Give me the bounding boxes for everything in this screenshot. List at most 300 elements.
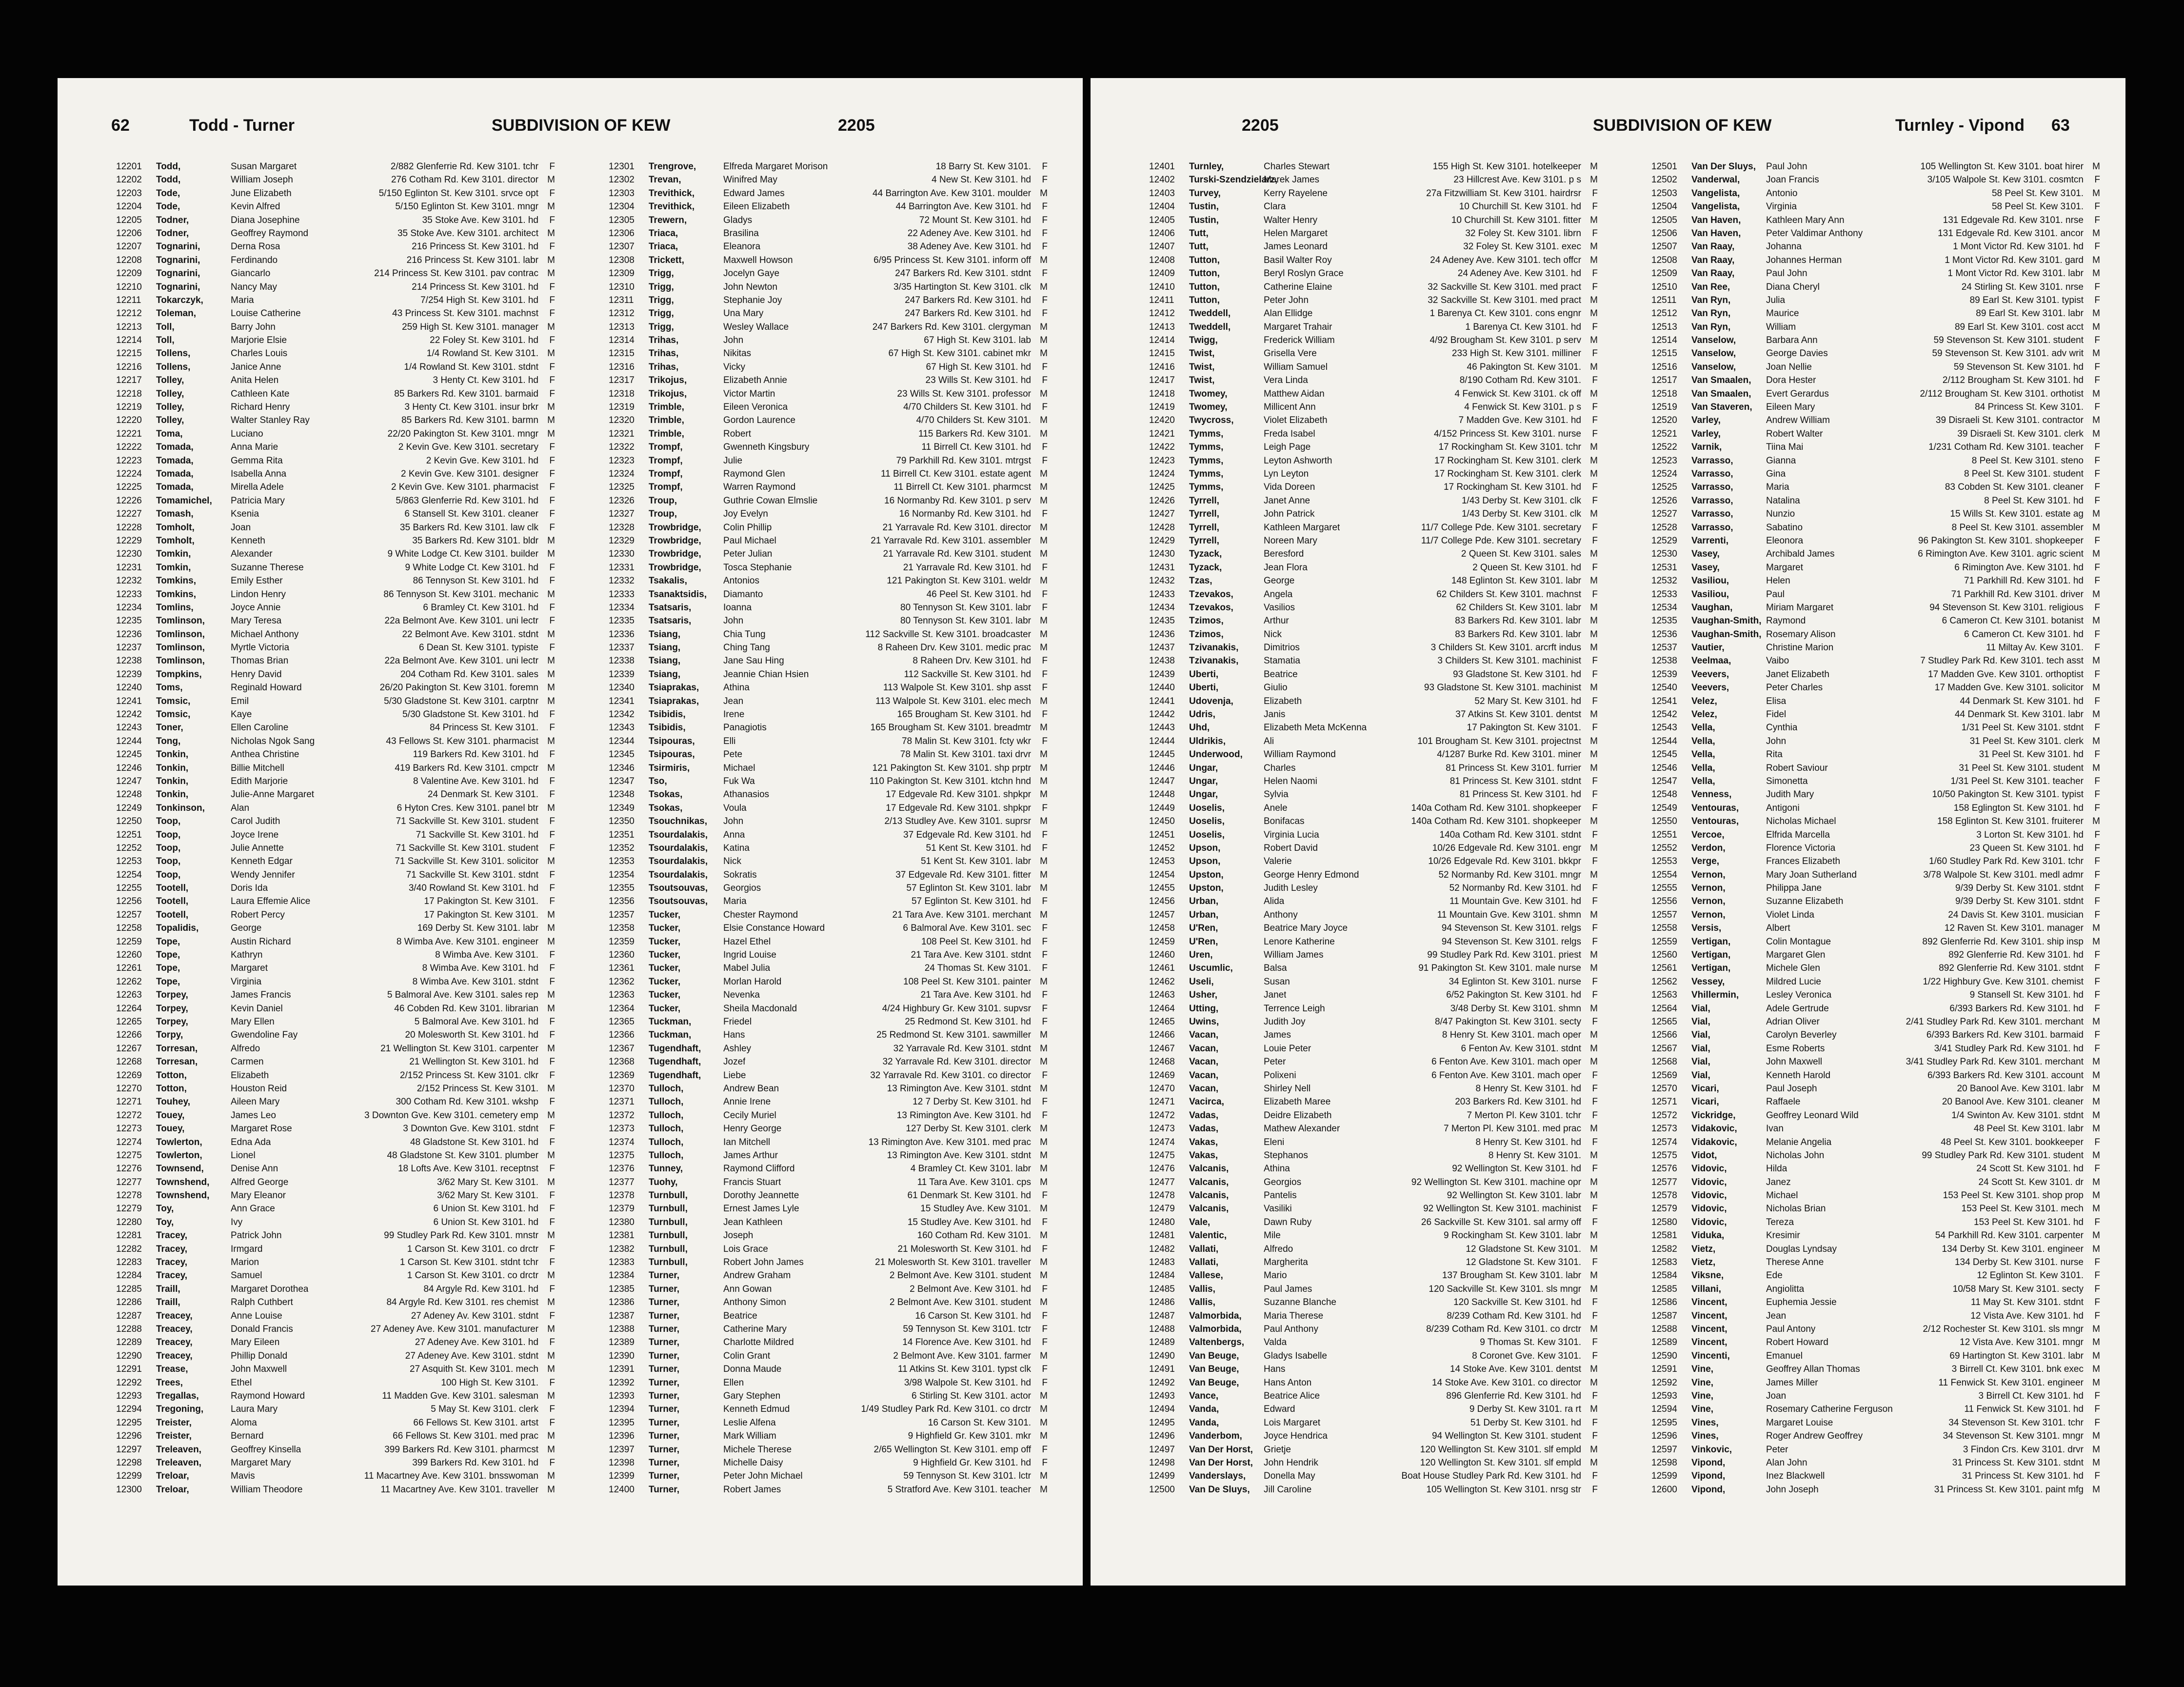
entry-address-occupation: 247 Barkers Rd. Kew 3101. hd bbox=[905, 308, 1031, 319]
entry-sex: F bbox=[2094, 629, 2100, 640]
directory-entry bbox=[116, 561, 555, 574]
entry-number: 12482 bbox=[1149, 1244, 1175, 1254]
entry-number: 12286 bbox=[116, 1297, 142, 1308]
directory-entry bbox=[116, 160, 555, 173]
entry-surname: Vipond, bbox=[1691, 1484, 1726, 1495]
entry-given-names: Joseph bbox=[723, 1230, 754, 1241]
entry-address-occupation: 6 Stansell St. Kew 3101. cleaner bbox=[404, 509, 538, 520]
entry-address-occupation: 1/43 Derby St. Kew 3101. clk bbox=[1461, 509, 1581, 520]
entry-surname: Versis, bbox=[1691, 923, 1722, 934]
entry-number: 12457 bbox=[1149, 909, 1175, 920]
entry-given-names: George Henry Edmond bbox=[1264, 869, 1359, 880]
directory-entry bbox=[1651, 1389, 2100, 1403]
directory-entry bbox=[116, 361, 555, 374]
entry-sex: M bbox=[547, 696, 555, 706]
entry-sex: M bbox=[1590, 1030, 1598, 1041]
directory-entry bbox=[1149, 1336, 1598, 1349]
entry-given-names: Antigoni bbox=[1766, 803, 1800, 813]
entry-surname: Vernon, bbox=[1691, 869, 1726, 880]
entry-address-occupation: 6 Cameron Ct. Kew 3101. botanist bbox=[1942, 616, 2084, 626]
entry-sex: M bbox=[1040, 495, 1048, 506]
entry-given-names: Austin Richard bbox=[231, 936, 291, 947]
entry-given-names: Denise Ann bbox=[231, 1164, 278, 1174]
entry-given-names: Beatrice bbox=[1264, 669, 1298, 680]
directory-entry bbox=[1149, 534, 1598, 547]
entry-address-occupation: 69 Hartington St. Kew 3101. labr bbox=[1949, 1350, 2084, 1361]
entry-number: 12425 bbox=[1149, 482, 1175, 493]
entry-surname: Velez, bbox=[1691, 696, 1717, 706]
entry-address-occupation: 24 Stirling St. Kew 3101. nrse bbox=[1961, 281, 2084, 292]
entry-address-occupation: 1/4 Swinton Av. Kew 3101. stdnt bbox=[1951, 1110, 2084, 1121]
directory-entry bbox=[609, 1363, 1048, 1376]
entry-sex: M bbox=[547, 1471, 555, 1482]
entry-surname: Todd, bbox=[156, 161, 181, 172]
entry-given-names: Morlan Harold bbox=[723, 976, 782, 987]
entry-number: 12520 bbox=[1651, 415, 1677, 426]
entry-sex: M bbox=[1590, 1324, 1598, 1334]
entry-sex: F bbox=[1042, 950, 1048, 961]
directory-entry bbox=[1651, 547, 2100, 561]
entry-given-names: Giancarlo bbox=[231, 268, 271, 279]
entry-given-names: Aloma bbox=[231, 1417, 257, 1428]
entry-sex: M bbox=[2092, 522, 2100, 533]
entry-surname: Van Der Sluys, bbox=[1691, 161, 1756, 172]
entry-address-occupation: 17 Rockingham St. Kew 3101. hd bbox=[1443, 482, 1581, 493]
directory-entry bbox=[1651, 521, 2100, 534]
entry-surname: Trowbridge, bbox=[649, 522, 701, 533]
entry-sex: M bbox=[2092, 1444, 2100, 1455]
entry-number: 12582 bbox=[1651, 1244, 1677, 1254]
directory-entry bbox=[116, 454, 555, 467]
directory-entry bbox=[1149, 441, 1598, 454]
entry-given-names: Nevenka bbox=[723, 990, 760, 1001]
entry-address-occupation: 214 Princess St. Kew 3101. hd bbox=[412, 281, 538, 292]
entry-surname: Toma, bbox=[156, 428, 183, 439]
directory-entry bbox=[116, 762, 555, 775]
directory-entry bbox=[609, 173, 1048, 186]
entry-address-occupation: 59 Stevenson St. Kew 3101. adv writ bbox=[1932, 348, 2084, 359]
entry-sex: F bbox=[2094, 723, 2100, 733]
entry-given-names: Paul James bbox=[1264, 1284, 1312, 1294]
entry-number: 12438 bbox=[1149, 656, 1175, 666]
entry-surname: Vipond, bbox=[1691, 1457, 1726, 1468]
directory-entry bbox=[1149, 721, 1598, 734]
entry-number: 12595 bbox=[1651, 1417, 1677, 1428]
entry-address-occupation: 8 Coronet Gve. Kew 3101. bbox=[1472, 1350, 1581, 1361]
entry-sex: F bbox=[549, 616, 555, 626]
entry-given-names: Jean Flora bbox=[1264, 562, 1308, 573]
entry-number: 12493 bbox=[1149, 1390, 1175, 1401]
entry-surname: Tomsic, bbox=[156, 696, 191, 706]
entry-number: 12391 bbox=[609, 1364, 635, 1375]
entry-number: 12248 bbox=[116, 789, 142, 800]
entry-surname: Useli, bbox=[1189, 976, 1214, 987]
entry-sex: F bbox=[1042, 562, 1048, 573]
entry-sex: M bbox=[1040, 1164, 1048, 1174]
entry-given-names: Diana Cheryl bbox=[1766, 281, 1820, 292]
entry-sex: M bbox=[1040, 1230, 1048, 1241]
entry-address-occupation: 99 Studley Park Rd. Kew 3101. student bbox=[1922, 1150, 2084, 1161]
entry-given-names: Colin Grant bbox=[723, 1350, 771, 1361]
entry-number: 12583 bbox=[1651, 1257, 1677, 1268]
entry-given-names: Giulio bbox=[1264, 683, 1288, 693]
entry-number: 12560 bbox=[1651, 950, 1677, 961]
entry-surname: Vicari, bbox=[1691, 1097, 1719, 1107]
entry-given-names: Mark William bbox=[723, 1431, 776, 1442]
entry-given-names: Nicholas Brian bbox=[1766, 1204, 1826, 1214]
entry-given-names: Georgios bbox=[1264, 1177, 1302, 1187]
entry-given-names: Ali bbox=[1264, 736, 1274, 746]
directory-entry bbox=[609, 1069, 1048, 1082]
entry-address-occupation: 39 Disraeli St. Kew 3101. contractor bbox=[1935, 415, 2084, 426]
directory-entry bbox=[1149, 908, 1598, 922]
entry-number: 12213 bbox=[116, 321, 142, 332]
entry-address-occupation: 3 Childers St. Kew 3101. arcrft indus bbox=[1430, 643, 1581, 653]
entry-given-names: Sokratis bbox=[723, 869, 757, 880]
entry-sex: F bbox=[1592, 495, 1598, 506]
entry-surname: Twomey, bbox=[1189, 402, 1228, 413]
entry-surname: Turner, bbox=[649, 1417, 679, 1428]
directory-entry bbox=[609, 1055, 1048, 1068]
entry-address-occupation: 15 Studley Ave. Kew 3101. hd bbox=[907, 1217, 1031, 1227]
entry-address-occupation: 11/7 College Pde. Kew 3101. secretary bbox=[1421, 522, 1581, 533]
entry-surname: Turner, bbox=[649, 1297, 679, 1308]
entry-sex: M bbox=[1040, 643, 1048, 653]
entry-address-occupation: 9/39 Derby St. Kew 3101. stdnt bbox=[1955, 896, 2084, 907]
entry-surname: Tonkin, bbox=[156, 763, 189, 773]
entry-given-names: Margaret bbox=[231, 963, 268, 974]
directory-entry bbox=[1651, 1109, 2100, 1122]
entry-surname: Tsipouras, bbox=[649, 736, 695, 746]
entry-sex: F bbox=[1042, 923, 1048, 934]
entry-surname: Tyrrell, bbox=[1189, 535, 1219, 546]
entry-sex: F bbox=[549, 1337, 555, 1348]
entry-number: 12367 bbox=[609, 1043, 635, 1054]
entry-number: 12575 bbox=[1651, 1150, 1677, 1161]
entry-given-names: Clara bbox=[1264, 201, 1286, 212]
entry-surname: Varrasso, bbox=[1691, 455, 1733, 466]
entry-sex: M bbox=[1040, 255, 1048, 265]
entry-surname: Vella, bbox=[1691, 723, 1715, 733]
entry-sex: F bbox=[1592, 1350, 1598, 1361]
entry-surname: Tzas, bbox=[1189, 576, 1212, 586]
entry-sex: M bbox=[1590, 335, 1598, 346]
entry-sex: M bbox=[1590, 1404, 1598, 1415]
entry-given-names: Carmen bbox=[231, 1057, 264, 1067]
directory-entry bbox=[1149, 307, 1598, 320]
entry-number: 12598 bbox=[1651, 1457, 1677, 1468]
entry-sex: M bbox=[547, 321, 555, 332]
entry-address-occupation: 11 Mountain Gve. Kew 3101. hd bbox=[1449, 896, 1581, 907]
entry-given-names: Sheila Macdonald bbox=[723, 1003, 797, 1014]
entry-surname: Vincent, bbox=[1691, 1297, 1727, 1308]
entry-address-occupation: 17 Rockingham St. Kew 3101. clerk bbox=[1434, 468, 1581, 479]
entry-surname: Tuohy, bbox=[649, 1177, 678, 1187]
entry-number: 12318 bbox=[609, 388, 635, 399]
entry-number: 12386 bbox=[609, 1297, 635, 1308]
entry-sex: M bbox=[1040, 816, 1048, 827]
entry-sex: F bbox=[549, 1457, 555, 1468]
entry-sex: F bbox=[549, 241, 555, 252]
entry-number: 12586 bbox=[1651, 1297, 1677, 1308]
entry-address-occupation: 35 Barkers Rd. Kew 3101. law clk bbox=[399, 522, 538, 533]
entry-number: 12394 bbox=[609, 1404, 635, 1415]
entry-given-names: Kathleen Mary Ann bbox=[1766, 215, 1845, 225]
entry-address-occupation: 22a Belmont Ave. Kew 3101. uni lectr bbox=[384, 656, 538, 666]
entry-number: 12468 bbox=[1149, 1057, 1175, 1067]
directory-entry bbox=[1651, 414, 2100, 427]
entry-surname: Turner, bbox=[649, 1431, 679, 1442]
entry-number: 12305 bbox=[609, 215, 635, 225]
entry-sex: F bbox=[549, 1030, 555, 1041]
entry-given-names: Stephanos bbox=[1264, 1150, 1308, 1161]
entry-surname: Tode, bbox=[156, 188, 180, 199]
entry-address-occupation: 22 Belmont Ave. Kew 3101. stdnt bbox=[402, 629, 538, 640]
entry-sex: F bbox=[1042, 1003, 1048, 1014]
entry-given-names: Laura Effemie Alice bbox=[231, 896, 311, 907]
directory-entry bbox=[116, 1095, 555, 1108]
entry-sex: F bbox=[1592, 696, 1598, 706]
directory-entry bbox=[116, 534, 555, 547]
directory-entry bbox=[1149, 454, 1598, 467]
entry-given-names: Colin Phillip bbox=[723, 522, 772, 533]
entry-surname: Toop, bbox=[156, 829, 181, 840]
left-page-header bbox=[111, 116, 1029, 145]
entry-number: 12528 bbox=[1651, 522, 1677, 533]
entry-sex: F bbox=[1592, 776, 1598, 786]
entry-sex: M bbox=[2092, 1017, 2100, 1027]
entry-surname: Turner, bbox=[649, 1364, 679, 1375]
directory-entry bbox=[1149, 281, 1598, 294]
entry-sex: F bbox=[1042, 161, 1048, 172]
directory-entry bbox=[609, 467, 1048, 481]
entry-address-occupation: 31 Princess St. Kew 3101. paint mfg bbox=[1934, 1484, 2084, 1495]
entry-surname: Trompf, bbox=[649, 482, 683, 493]
entry-address-occupation: 78 Malin St. Kew 3101. fcty wkr bbox=[901, 736, 1031, 746]
entry-sex: F bbox=[2094, 1284, 2100, 1294]
entry-number: 12524 bbox=[1651, 468, 1677, 479]
entry-sex: F bbox=[1592, 268, 1598, 279]
directory-entry bbox=[116, 1216, 555, 1229]
entry-given-names: Ernest James Lyle bbox=[723, 1204, 799, 1214]
entry-number: 12495 bbox=[1149, 1417, 1175, 1428]
entry-given-names: Inez Blackwell bbox=[1766, 1471, 1825, 1482]
entry-address-occupation: 3/35 Hartington St. Kew 3101. clk bbox=[893, 281, 1031, 292]
entry-surname: Vanderslays, bbox=[1189, 1471, 1246, 1482]
entry-surname: Utting, bbox=[1189, 1003, 1219, 1014]
name-range: Todd - Turner bbox=[189, 116, 295, 135]
entry-sex: F bbox=[1042, 1324, 1048, 1334]
entry-sex: M bbox=[1590, 963, 1598, 974]
entry-number: 12308 bbox=[609, 255, 635, 265]
entry-address-occupation: 84 Princess St. Kew 3101. bbox=[430, 723, 538, 733]
entry-surname: Tomlins, bbox=[156, 602, 194, 613]
entry-number: 12435 bbox=[1149, 616, 1175, 626]
entry-surname: Tope, bbox=[156, 976, 180, 987]
entry-surname: Vidovic, bbox=[1691, 1217, 1727, 1227]
entry-given-names: Alan John bbox=[1766, 1457, 1807, 1468]
entry-address-occupation: 37 Edgevale Rd. Kew 3101. fitter bbox=[895, 869, 1031, 880]
entry-surname: Vacan, bbox=[1189, 1070, 1219, 1081]
directory-entry bbox=[1651, 401, 2100, 414]
entry-given-names: Ede bbox=[1766, 1270, 1783, 1281]
entry-sex: M bbox=[2092, 1457, 2100, 1468]
entry-surname: Torresan, bbox=[156, 1057, 198, 1067]
entry-number: 12217 bbox=[116, 375, 142, 386]
entry-surname: Van De Sluys, bbox=[1189, 1484, 1250, 1495]
entry-address-occupation: 216 Princess St. Kew 3101. hd bbox=[412, 241, 538, 252]
entry-surname: Turner, bbox=[649, 1270, 679, 1281]
entry-address-occupation: 81 Princess St. Kew 3101. hd bbox=[1459, 789, 1581, 800]
entry-address-occupation: 24 Adeney Ave. Kew 3101. hd bbox=[1457, 268, 1581, 279]
entry-sex: M bbox=[1040, 616, 1048, 626]
entry-surname: Treacey, bbox=[156, 1337, 193, 1348]
entry-address-occupation: 11 Birrell Ct. Kew 3101. pharmcst bbox=[893, 482, 1031, 493]
entry-surname: Vines, bbox=[1691, 1417, 1719, 1428]
entry-address-occupation: 11 Birrell Ct. Kew 3101. hd bbox=[921, 442, 1031, 453]
entry-address-occupation: 4 Fenwick St. Kew 3101. p s bbox=[1464, 402, 1581, 413]
entry-number: 12324 bbox=[609, 468, 635, 479]
directory-entry bbox=[1149, 1149, 1598, 1162]
entry-number: 12347 bbox=[609, 776, 635, 786]
entry-surname: Tomada, bbox=[156, 442, 194, 453]
directory-entry bbox=[1651, 187, 2100, 200]
entry-surname: Tsibidis, bbox=[649, 723, 686, 733]
entry-sex: F bbox=[549, 1124, 555, 1134]
entry-surname: Vidovic, bbox=[1691, 1177, 1727, 1187]
entry-number: 12452 bbox=[1149, 843, 1175, 853]
entry-address-occupation: 2 Belmont Ave. Kew 3101. student bbox=[889, 1297, 1031, 1308]
directory-entry bbox=[116, 187, 555, 200]
entry-address-occupation: 892 Glenferrie Rd. Kew 3101. hd bbox=[1948, 950, 2084, 961]
entry-surname: Vidovic, bbox=[1691, 1190, 1727, 1201]
entry-surname: Tucker, bbox=[649, 963, 681, 974]
entry-sex: M bbox=[2092, 683, 2100, 693]
entry-address-occupation: 52 Normanby Rd. Kew 3101. mngr bbox=[1438, 869, 1581, 880]
directory-entry bbox=[609, 1483, 1048, 1496]
entry-given-names: Janet Anne bbox=[1264, 495, 1310, 506]
entry-given-names: Bonifacas bbox=[1264, 816, 1305, 827]
entry-sex: F bbox=[1592, 348, 1598, 359]
entry-address-occupation: 96 Pakington St. Kew 3101. shopkeeper bbox=[1918, 535, 2084, 546]
directory-entry bbox=[1651, 574, 2100, 587]
entry-number: 12494 bbox=[1149, 1404, 1175, 1415]
entry-address-occupation: 14 Florence Ave. Kew 3101. hd bbox=[902, 1337, 1031, 1348]
entry-sex: M bbox=[547, 268, 555, 279]
entry-sex: M bbox=[1590, 241, 1598, 252]
entry-number: 12535 bbox=[1651, 616, 1677, 626]
entry-number: 12471 bbox=[1149, 1097, 1175, 1107]
entry-number: 12533 bbox=[1651, 589, 1677, 600]
entry-surname: Tootell, bbox=[156, 883, 189, 894]
entry-given-names: Tiina Mai bbox=[1766, 442, 1804, 453]
entry-given-names: Maxwell Howson bbox=[723, 255, 793, 265]
directory-entry bbox=[1149, 588, 1598, 601]
directory-entry bbox=[116, 654, 555, 667]
entry-surname: Torpy, bbox=[156, 1030, 183, 1041]
entry-number: 12490 bbox=[1149, 1350, 1175, 1361]
entry-address-occupation: 2 Belmont Ave. Kew 3101. farmer bbox=[893, 1350, 1031, 1361]
entry-surname: Touey, bbox=[156, 1110, 185, 1121]
entry-given-names: Elizabeth Annie bbox=[723, 375, 787, 386]
entry-given-names: Ingrid Louise bbox=[723, 950, 776, 961]
entry-surname: Vance, bbox=[1189, 1390, 1219, 1401]
directory-entry bbox=[116, 1269, 555, 1282]
entry-sex: F bbox=[549, 709, 555, 720]
entry-number: 12300 bbox=[116, 1484, 142, 1495]
directory-entry bbox=[609, 1349, 1048, 1363]
entry-number: 12544 bbox=[1651, 736, 1677, 746]
directory-entry bbox=[1149, 775, 1598, 788]
entry-given-names: Anthony Simon bbox=[723, 1297, 786, 1308]
directory-entry bbox=[116, 601, 555, 614]
entry-given-names: Ethel bbox=[231, 1377, 252, 1388]
directory-entry bbox=[609, 962, 1048, 975]
entry-given-names: John Joseph bbox=[1766, 1484, 1819, 1495]
entry-number: 12274 bbox=[116, 1137, 142, 1147]
entry-address-occupation: 1 Carson St. Kew 3101. co drctr bbox=[407, 1270, 538, 1281]
directory-entry bbox=[1651, 281, 2100, 294]
entry-number: 12346 bbox=[609, 763, 635, 773]
entry-address-occupation: 11 Tara Ave. Kew 3101. cps bbox=[917, 1177, 1031, 1187]
entry-surname: Vanda, bbox=[1189, 1417, 1219, 1428]
entry-surname: Tsatsaris, bbox=[649, 602, 692, 613]
entry-given-names: Michele Therese bbox=[723, 1444, 792, 1455]
directory-entry bbox=[116, 975, 555, 988]
entry-surname: Ventouras, bbox=[1691, 816, 1739, 827]
entry-address-occupation: 18 Barry St. Kew 3101. bbox=[935, 161, 1031, 172]
entry-sex: M bbox=[547, 1150, 555, 1161]
entry-sex: F bbox=[549, 388, 555, 399]
entry-given-names: Peter bbox=[1766, 1444, 1788, 1455]
directory-entry bbox=[609, 988, 1048, 1002]
entry-address-occupation: 399 Barkers Rd. Kew 3101. pharmcst bbox=[384, 1444, 538, 1455]
entry-number: 12596 bbox=[1651, 1431, 1677, 1442]
entry-sex: M bbox=[1040, 388, 1048, 399]
entry-surname: Vietz, bbox=[1691, 1257, 1716, 1268]
entry-address-occupation: 17 Pakington St. Kew 3101. bbox=[424, 896, 538, 907]
entry-address-occupation: 6/95 Princess St. Kew 3101. inform off bbox=[874, 255, 1031, 265]
directory-entry bbox=[1651, 588, 2100, 601]
entry-given-names: Judith Joy bbox=[1264, 1017, 1306, 1027]
entry-sex: F bbox=[1042, 963, 1048, 974]
entry-sex: F bbox=[549, 1057, 555, 1067]
directory-entry bbox=[609, 534, 1048, 547]
entry-number: 12234 bbox=[116, 602, 142, 613]
entry-number: 12304 bbox=[609, 201, 635, 212]
entry-sex: F bbox=[1592, 375, 1598, 386]
entry-given-names: Beatrice Alice bbox=[1264, 1390, 1320, 1401]
entry-given-names: Elizabeth bbox=[231, 1070, 269, 1081]
entry-given-names: Jill Caroline bbox=[1264, 1484, 1312, 1495]
entry-number: 12369 bbox=[609, 1070, 635, 1081]
entry-address-occupation: 27 Adeney Ave. Kew 3101. manufacturer bbox=[371, 1324, 538, 1334]
entry-sex: F bbox=[2094, 1270, 2100, 1281]
directory-entry bbox=[1651, 387, 2100, 401]
entry-number: 12538 bbox=[1651, 656, 1677, 666]
entry-number: 12502 bbox=[1651, 175, 1677, 185]
right-page bbox=[1091, 78, 2125, 1586]
entry-address-occupation: 276 Cotham Rd. Kew 3101. director bbox=[391, 175, 538, 185]
directory-entry bbox=[1651, 922, 2100, 935]
entry-number: 12381 bbox=[609, 1230, 635, 1241]
entry-given-names: Mirella Adele bbox=[231, 482, 284, 493]
directory-entry bbox=[1651, 1309, 2100, 1323]
entry-surname: Valcanis, bbox=[1189, 1204, 1229, 1214]
entry-surname: Vercoe, bbox=[1691, 829, 1725, 840]
entry-address-occupation: 9 Highfield Gr. Kew 3101. mkr bbox=[908, 1431, 1031, 1442]
directory-entry bbox=[1149, 762, 1598, 775]
